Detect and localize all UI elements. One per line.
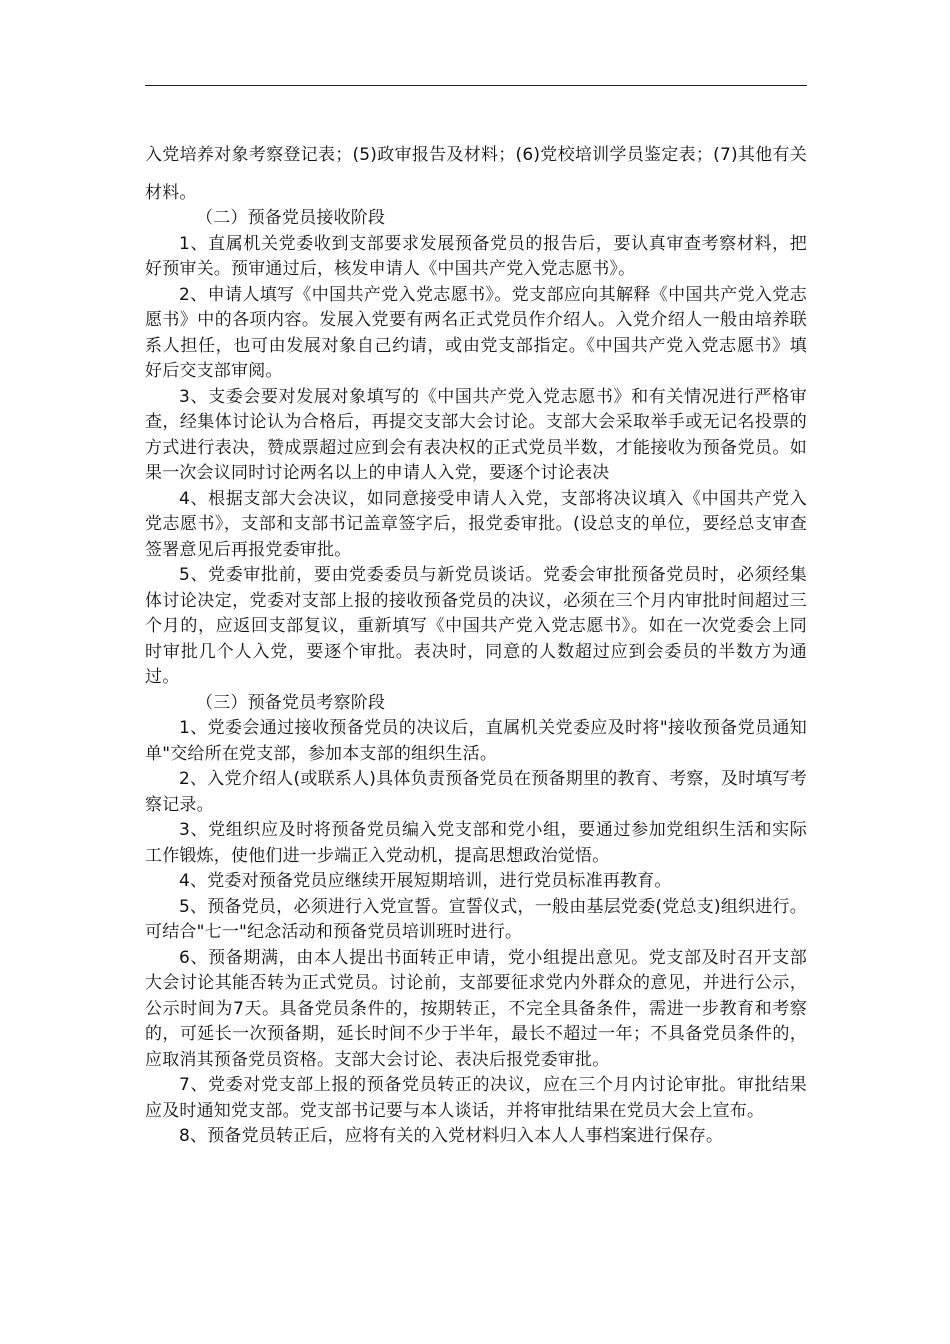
document-body bbox=[145, 136, 807, 1150]
header-rule bbox=[145, 85, 807, 86]
section-heading-2: （二）预备党员接收阶段 bbox=[196, 208, 386, 228]
paragraph: 4、党委对预备党员应继续开展短期培训，进行党员标准再教育。 bbox=[179, 871, 672, 891]
paragraph-continuation: 入党培养对象考察登记表；(5)政审报告及材料；(6)党校培训学员鉴定表；(7)其他有关材料。 bbox=[145, 145, 807, 203]
paragraph: 2、申请人填写《中国共产党入党志愿书》。党支部应向其解释《中国共产党入党志愿书》中的各项内容。发展入党要有两名正式党员作介绍人。入党介绍人一般由培养联系人担任，也可由发展对象自己约请，或由党支部指定。《中国共产党入党志愿书》填好后交支部审阅。 bbox=[145, 284, 807, 381]
paragraph: 6、预备期满，由本人提出书面转正申请，党小组提出意见。党支部及时召开支部大会讨论其能否转为正式党员。讨论前，支部要征求党内外群众的意见，并进行公示，公示时间为7天。具备党员条件的，按期转正，不完全具备条件，需进一步教育和考察的，可延长一次预备期，延长时间不少于半年，最长不超过一年；不具备党员条件的，应取消其预备党员资格。支部大会讨论、表决后报党委审批。 bbox=[145, 947, 807, 1070]
paragraph: 8、预备党员转正后，应将有关的入党材料归入本人人事档案进行保存。 bbox=[179, 1126, 724, 1146]
paragraph: 3、党组织应及时将预备党员编入党支部和党小组，要通过参加党组织生活和实际工作锻炼，使他们进一步端正入党动机，提高思想政治觉悟。 bbox=[145, 820, 807, 866]
paragraph: 7、党委对党支部上报的预备党员转正的决议，应在三个月内讨论审批。审批结果应及时通知党支部。党支部书记要与本人谈话，并将审批结果在党员大会上宣布。 bbox=[145, 1075, 807, 1121]
paragraph: 5、预备党员，必须进行入党宣誓。宣誓仪式，一般由基层党委(党总支)组织进行。可结合"七一"纪念活动和预备党员培训班时进行。 bbox=[145, 896, 807, 942]
paragraph: 1、党委会通过接收预备党员的决议后，直属机关党委应及时将"接收预备党员通知单"交给所在党支部，参加本支部的组织生活。 bbox=[145, 718, 807, 764]
paragraph: 2、入党介绍人(或联系人)具体负责预备党员在预备期里的教育、考察，及时填写考察记录。 bbox=[145, 769, 807, 815]
paragraph: 4、根据支部大会决议，如同意接受申请人入党，支部将决议填入《中国共产党入党志愿书》，支部和支部书记盖章签字后，报党委审批。(设总支的单位，要经总支审查签署意见后再报党委审批。 bbox=[145, 488, 807, 560]
paragraph: 5、党委审批前，要由党委委员与新党员谈话。党委会审批预备党员时，必须经集体讨论决定，党委对支部上报的接收预备党员的决议，必须在三个月内审批时间超过三个月的，应返回支部复议，重新填写《中国共产党入党志愿书》。如在一次党委会上同时审批几个人入党，要逐个审批。表决时，同意的人数超过应到会委员的半数方为通过。 bbox=[145, 565, 807, 687]
paragraph: 3、支委会要对发展对象填写的《中国共产党入党志愿书》和有关情况进行严格审查，经集体讨论认为合格后，再提交支部大会讨论。支部大会采取举手或无记名投票的方式进行表决，赞成票超过应到会有表决权的正式党员半数，才能接收为预备党员。如果一次会议同时讨论两名以上的申请人入党，要逐个讨论表决 bbox=[145, 386, 807, 483]
paragraph: 1、直属机关党委收到支部要求发展预备党员的报告后，要认真审查考察材料，把好预审关。预审通过后，核发申请人《中国共产党入党志愿书》。 bbox=[145, 233, 807, 279]
section-heading-3: （三）预备党员考察阶段 bbox=[196, 692, 386, 713]
